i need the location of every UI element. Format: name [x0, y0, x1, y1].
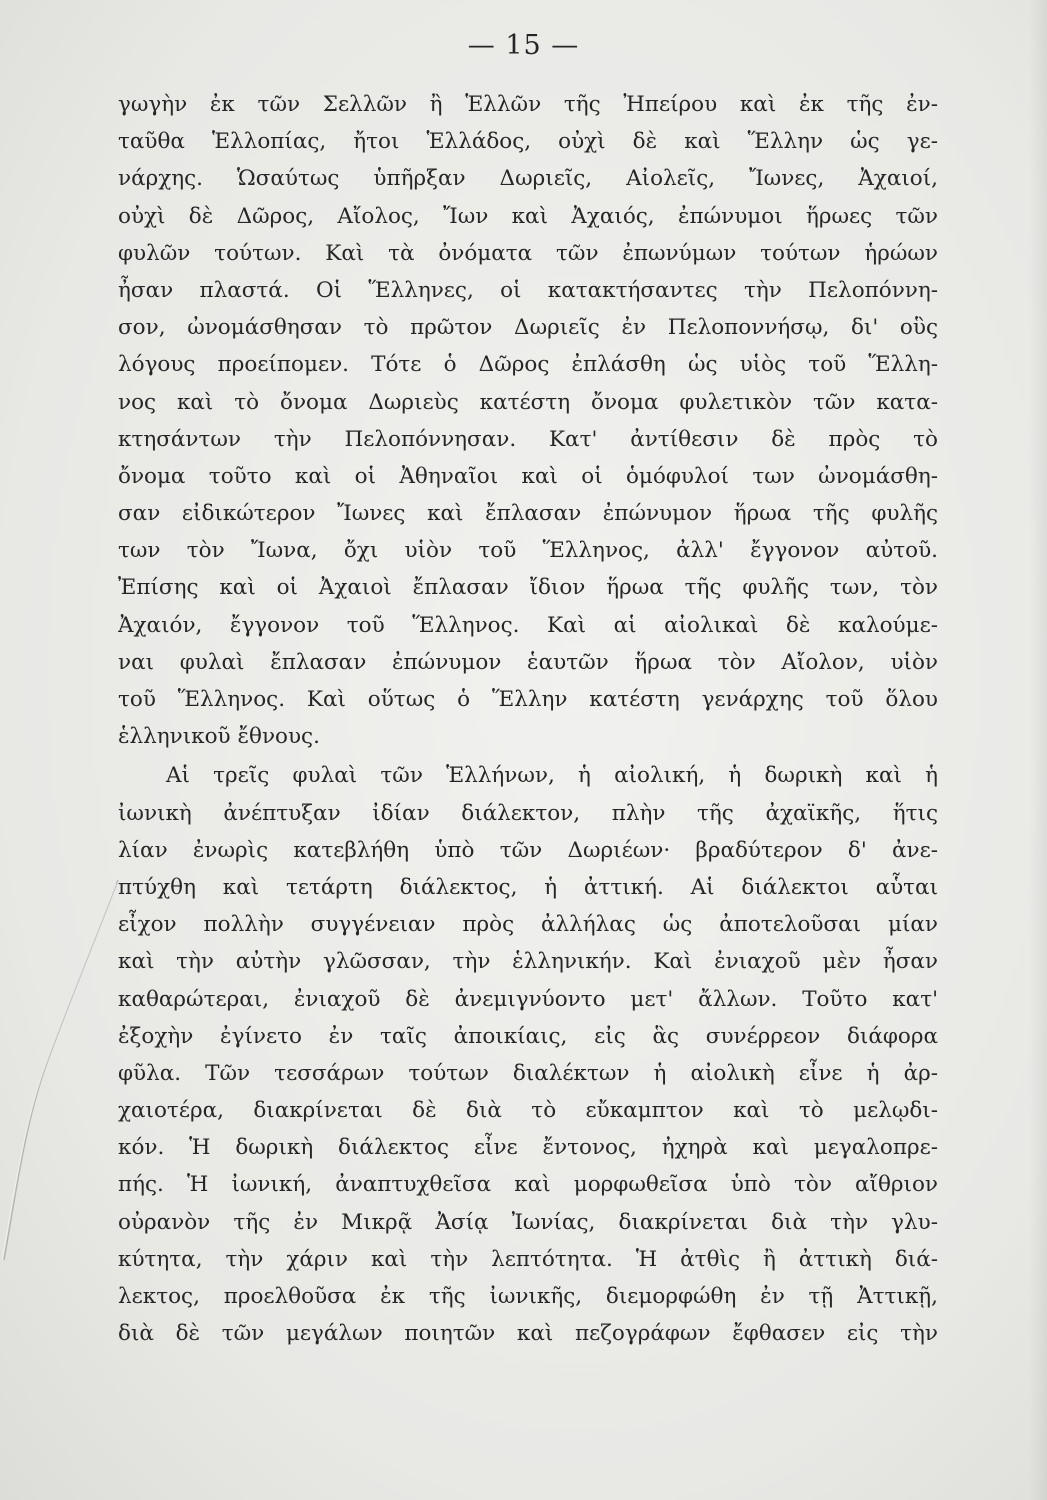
paragraph-2	[118, 757, 938, 1352]
text-line: καὶ τὴν αὐτὴν γλῶσσαν, τὴν ἑλληνικήν. Καὶ ἐνιαχοῦ μὲν ἦσαν	[118, 949, 938, 975]
text-line: λίαν ἐνωρὶς κατεβλήθη ὑπὸ τῶν Δωριέων· βραδύτερον δ' ἀνε-	[118, 837, 938, 863]
text-line: εἶχον πολλὴν συγγένειαν πρὸς ἀλλήλας ὡς ἀποτελοῦσαι μίαν	[118, 912, 938, 938]
text-line: διὰ δὲ τῶν μεγάλων ποιητῶν καὶ πεζογράφων ἔφθασεν εἰς τὴν	[118, 1321, 938, 1347]
page-number: — 15 —	[467, 30, 580, 61]
text-line: σον, ὠνομάσθησαν τὸ πρῶτον Δωριεῖς ἐν Πελοποννήσῳ, δι' οὓς	[118, 315, 938, 341]
text-line: χαιοτέρα, διακρίνεται δὲ διὰ τὸ εὔκαμπτον καὶ τὸ μελῳδι-	[118, 1098, 938, 1124]
text-line: σαν εἰδικώτερον Ἴωνες καὶ ἔπλασαν ἐπώνυμον ἥρωα τῆς φυλῆς	[118, 501, 938, 527]
body-text	[118, 86, 938, 1352]
paragraph-1	[118, 86, 938, 755]
text-line: πής. Ἡ ἰωνική, ἀναπτυχθεῖσα καὶ μορφωθεῖσα ὑπὸ τὸν αἴθριον	[118, 1172, 938, 1198]
text-line: τοῦ Ἕλληνος. Καὶ οὕτως ὁ Ἕλλην κατέστη γενάρχης τοῦ ὅλου	[118, 687, 938, 712]
text-line: λεκτος, προελθοῦσα ἐκ τῆς ἰωνικῆς, διεμορφώθη ἐν τῇ Ἀττικῇ,	[118, 1284, 938, 1309]
text-line: ἦσαν πλαστά. Οἱ Ἕλληνες, οἱ κατακτήσαντες τὴν Πελοπόννη-	[118, 277, 938, 303]
text-line: ναι φυλαὶ ἔπλασαν ἐπώνυμον ἑαυτῶν ἥρωα τὸν Αἴολον, υἱὸν	[118, 649, 938, 675]
text-line: Ἀχαιόν, ἔγγονον τοῦ Ἕλληνος. Καὶ αἱ αἰολικαὶ δὲ καλούμε-	[118, 612, 938, 638]
text-line: οὐρανὸν τῆς ἐν Μικρᾷ Ἀσίᾳ Ἰωνίας, διακρίνεται διὰ τὴν γλυ-	[118, 1209, 938, 1235]
text-line: Αἱ τρεῖς φυλαὶ τῶν Ἑλλήνων, ἡ αἰολική, ἡ δωρικὴ καὶ ἡ	[166, 763, 938, 789]
text-line: ἐξοχὴν ἐγίνετο ἐν ταῖς ἀποικίαις, εἰς ἃς συνέρρεον διάφορα	[118, 1023, 938, 1049]
text-line: φυλῶν τούτων. Καὶ τὰ ὀνόματα τῶν ἐπωνύμων τούτων ἡρώων	[118, 240, 938, 266]
text-line: των τὸν Ἴωνα, ὄχι υἱὸν τοῦ Ἕλληνος, ἀλλ' ἔγγονον αὐτοῦ.	[118, 538, 938, 564]
text-line: πτύχθη καὶ τετάρτη διάλεκτος, ἡ ἀττική. Αἱ διάλεκτοι αὗται	[118, 874, 938, 900]
text-line: ἰωνικὴ ἀνέπτυξαν ἰδίαν διάλεκτον, πλὴν τῆς ἀχαϊκῆς, ἥτις	[118, 800, 938, 826]
text-line: ἑλληνικοῦ ἔθνους.	[118, 724, 320, 750]
text-line: κύτητα, τὴν χάριν καὶ τὴν λεπτότητα. Ἡ ἀτθὶς ἢ ἀττικὴ διά-	[118, 1246, 938, 1272]
text-line: νάρχης. Ὡσαύτως ὑπῆρξαν Δωριεῖς, Αἰολεῖς, Ἴωνες, Ἀχαιοί,	[118, 166, 938, 192]
paper-crease	[0, 880, 120, 1260]
text-line: κόν. Ἡ δωρικὴ διάλεκτος εἶνε ἔντονος, ἠχηρὰ καὶ μεγαλοπρε-	[118, 1135, 938, 1161]
text-line: Ἐπίσης καὶ οἱ Ἀχαιοὶ ἔπλασαν ἴδιον ἥρωα τῆς φυλῆς των, τὸν	[118, 575, 938, 601]
text-line: νος καὶ τὸ ὄνομα Δωριεὺς κατέστη ὄνομα φυλετικὸν τῶν κατα-	[118, 389, 938, 415]
text-line: ὄνομα τοῦτο καὶ οἱ Ἀθηναῖοι καὶ οἱ ὁμόφυλοί των ὠνομάσθη-	[118, 463, 938, 489]
text-line: κτησάντων τὴν Πελοπόννησαν. Κατ' ἀντίθεσιν δὲ πρὸς τὸ	[118, 426, 938, 452]
text-line: οὐχὶ δὲ Δῶρος, Αἴολος, Ἴων καὶ Ἀχαιός, ἐπώνυμοι ἥρωες τῶν	[118, 203, 938, 229]
text-line: καθαρώτεραι, ἐνιαχοῦ δὲ ἀνεμιγνύοντο μετ' ἄλλων. Τοῦτο κατ'	[118, 986, 938, 1012]
page-edge-shadow	[1029, 0, 1047, 1500]
text-line: φῦλα. Τῶν τεσσάρων τούτων διαλέκτων ἡ αἰολικὴ εἶνε ἡ ἀρ-	[118, 1060, 938, 1086]
text-line: ταῦθα Ἑλλοπίας, ἤτοι Ἑλλάδος, οὐχὶ δὲ καὶ Ἕλλην ὡς γε-	[118, 129, 938, 155]
text-line: λόγους προείπομεν. Τότε ὁ Δῶρος ἐπλάσθη ὡς υἱὸς τοῦ Ἕλλη-	[118, 352, 938, 378]
text-line: γωγὴν ἐκ τῶν Σελλῶν ἢ Ἑλλῶν τῆς Ἠπείρου καὶ ἐκ τῆς ἐν-	[118, 92, 938, 117]
